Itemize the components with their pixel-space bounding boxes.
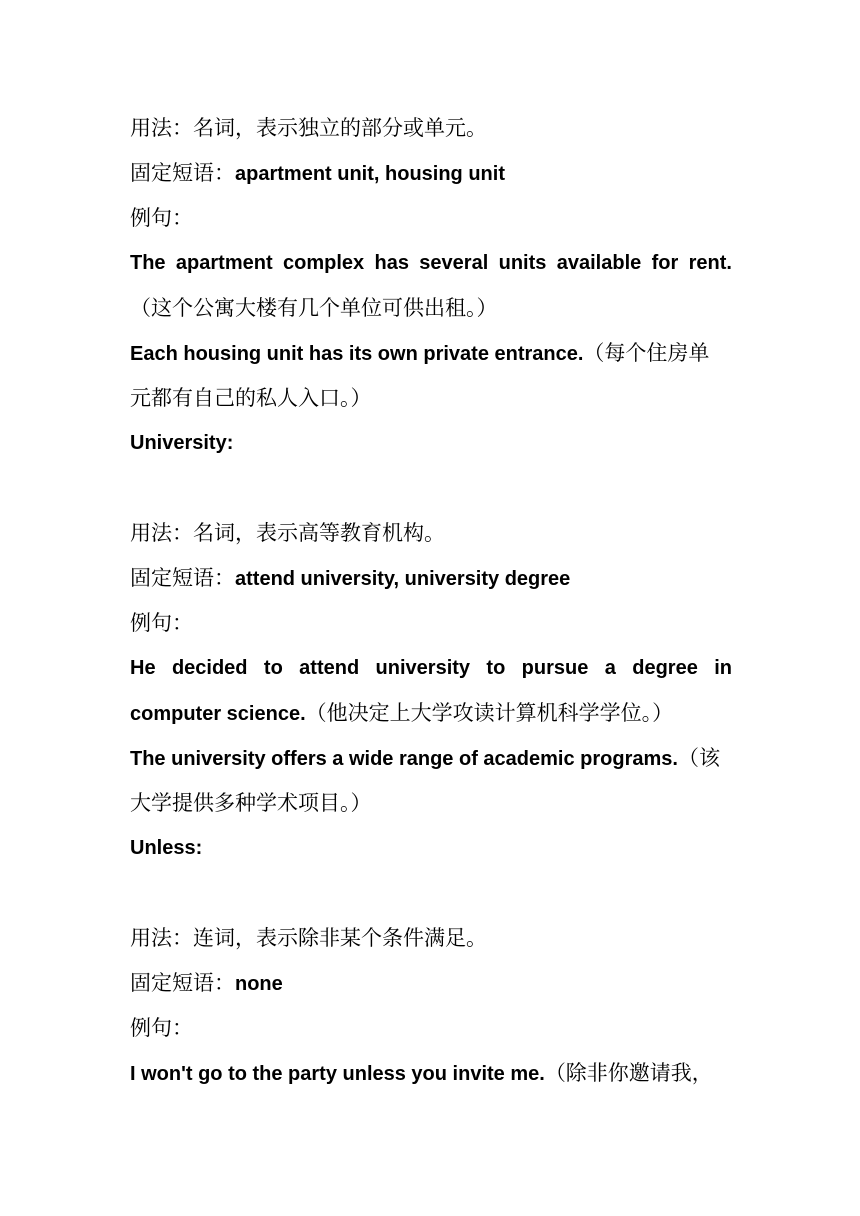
example-translation: （他决定上大学攻读计算机科学学位。） (305, 701, 674, 725)
phrase-line (130, 563, 732, 594)
phrase-value: apartment unit, housing unit (235, 163, 505, 185)
word-heading: University: (130, 432, 234, 454)
usage-line: 用法：名词，表示高等教育机构。 (130, 521, 445, 545)
usage-line: 用法：名词，表示独立的部分或单元。 (130, 116, 487, 140)
example-label: 例句： (130, 611, 193, 635)
example-label: 例句： (130, 1016, 193, 1040)
example-sentence-en-cont: computer science. (130, 703, 306, 725)
phrase-label: 固定短语： (130, 971, 235, 995)
example-translation-cont: 元都有自己的私人入口。） (130, 386, 372, 410)
example-sentence-en: The university offers a wide range of academic programs. (130, 748, 678, 770)
example-sentence-en: I won't go to the party unless you invite me. (130, 1063, 545, 1085)
example-sentence (130, 743, 732, 774)
phrase-value: attend university, university degree (235, 568, 571, 590)
example-sentence-en: He decided to attend university to pursue a degree in (130, 657, 732, 679)
example-sentence (130, 698, 732, 729)
phrase-line (130, 158, 732, 189)
phrase-label: 固定短语： (130, 161, 235, 185)
example-label: 例句： (130, 206, 193, 230)
example-translation: （这个公寓大楼有几个单位可供出租。） (130, 296, 498, 320)
example-translation: （除非你邀请我， (544, 1061, 713, 1085)
example-translation: （该 (677, 746, 720, 770)
example-sentence-en: The apartment complex has several units available for rent. (130, 252, 732, 274)
example-translation-cont: 大学提供多种学术项目。） (130, 791, 372, 815)
phrase-line (130, 968, 732, 999)
phrase-label: 固定短语： (130, 566, 235, 590)
word-heading: Unless: (130, 837, 203, 859)
example-sentence (130, 338, 732, 369)
example-translation: （每个住房单 (583, 341, 710, 365)
example-sentence (130, 1058, 732, 1089)
phrase-value: none (235, 973, 283, 995)
example-sentence-en: Each housing unit has its own private entrance. (130, 343, 584, 365)
usage-line: 用法：连词，表示除非某个条件满足。 (130, 926, 487, 950)
